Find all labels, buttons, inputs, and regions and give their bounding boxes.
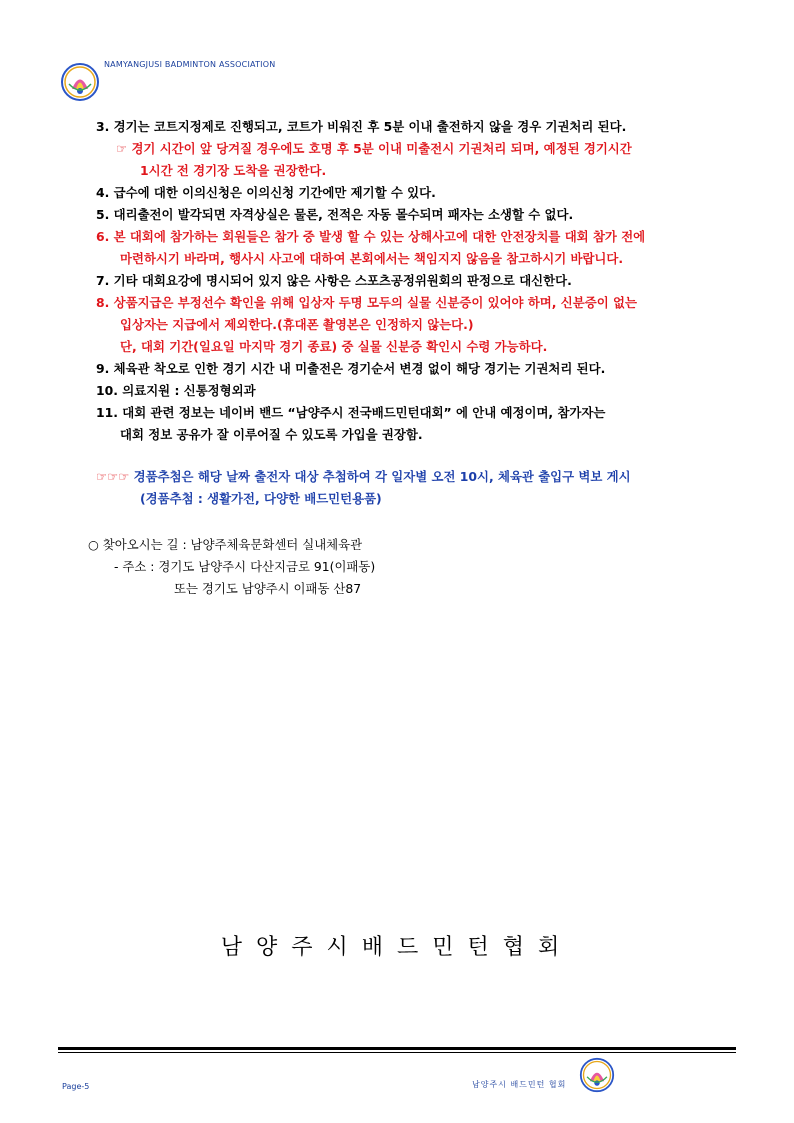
prize-notice-text: 경품추첨은 해당 날짜 출전자 대상 추첨하여 각 일자별 오전 10시, 체육관 출입구 벽보 게시 [133, 469, 631, 484]
rule-10: 10. 의료지원 : 신통정형외과 [96, 383, 256, 398]
pointing-hands-icon: ☞☞☞ [96, 469, 130, 484]
prize-notice-line-2: (경품추첨 : 생활가전, 다양한 배드민턴용품) [140, 491, 382, 506]
rule-8-line-1: 8. 상품지급은 부정선수 확인을 위해 입상자 두명 모두의 실물 신분증이 있어야 하며, 신분증이 없는 [96, 295, 637, 310]
rule-3-note-2: 1시간 전 경기장 도착을 권장한다. [140, 163, 327, 178]
rule-5: 5. 대리출전이 발각되면 자격상실은 물론, 전적은 자동 몰수되며 패자는 소생할 수 없다. [96, 207, 574, 222]
association-logo-icon [579, 1057, 615, 1093]
directions-title: ○ 찾아오시는 길 : 남양주체육문화센터 실내체육관 [88, 537, 363, 552]
rule-6-line-2: 마련하시기 바라며, 행사시 사고에 대하여 본회에서는 책임지지 않음을 참고하시기 바랍니다. [120, 251, 624, 266]
pointing-hand-icon: ☞ [116, 141, 128, 156]
rule-3-note-text-1: 경기 시간이 앞 당겨질 경우에도 호명 후 5분 이내 미출전시 기권처리 되며, 예정된 경기시간 [131, 141, 632, 156]
prize-notice-line-1 [96, 466, 756, 488]
rule-11-line-2: 대회 정보 공유가 잘 이루어질 수 있도록 가입을 권장함. [120, 427, 423, 442]
footer-association-title: 남양주시배드민턴협회 [220, 935, 574, 960]
directions-address-2: 또는 경기도 남양주시 이패동 산87 [174, 581, 362, 596]
directions-section [88, 534, 375, 600]
rule-9: 9. 체육관 착오로 인한 경기 시간 내 미출전은 경기순서 변경 없이 해당 경기는 기권처리 된다. [96, 361, 606, 376]
footer-divider-thick [58, 1047, 736, 1050]
association-logo-icon [60, 62, 100, 102]
prize-notice [96, 466, 756, 510]
header-association-name: NAMYANGJUSI BADMINTON ASSOCIATION [104, 60, 276, 69]
rule-11-line-1: 11. 대회 관련 정보는 네이버 밴드 “남양주시 전국배드민턴대회” 에 안내 예정이며, 참가자는 [96, 405, 606, 420]
rule-3: 3. 경기는 코트지정제로 진행되고, 코트가 비워진 후 5분 이내 출전하지 않을 경우 기권처리 된다. [96, 119, 627, 134]
rule-8-line-2: 입상자는 지급에서 제외한다.(휴대폰 촬영본은 인정하지 않는다.) [120, 317, 474, 332]
footer-association-name: 남양주시 배드민턴 협회 [472, 1080, 567, 1089]
rule-3-note-1 [96, 138, 736, 160]
directions-address-1: - 주소 : 경기도 남양주시 다산지금로 91(이패동) [114, 559, 376, 574]
rule-4: 4. 급수에 대한 이의신청은 이의신청 기간에만 제기할 수 있다. [96, 185, 436, 200]
footer-divider-thin [58, 1052, 736, 1053]
page-number: Page-5 [62, 1082, 90, 1091]
rule-6-line-1: 6. 본 대회에 참가하는 회원들은 참가 중 발생 할 수 있는 상해사고에 대한 안전장치를 대회 참가 전에 [96, 229, 646, 244]
rules-section [96, 116, 736, 446]
rule-7: 7. 기타 대회요강에 명시되어 있지 않은 사항은 스포츠공정위원회의 판정으로 대신한다. [96, 273, 572, 288]
rule-8-line-3: 단, 대회 기간(일요일 마지막 경기 종료) 중 실물 신분증 확인시 수령 가능하다. [120, 339, 548, 354]
